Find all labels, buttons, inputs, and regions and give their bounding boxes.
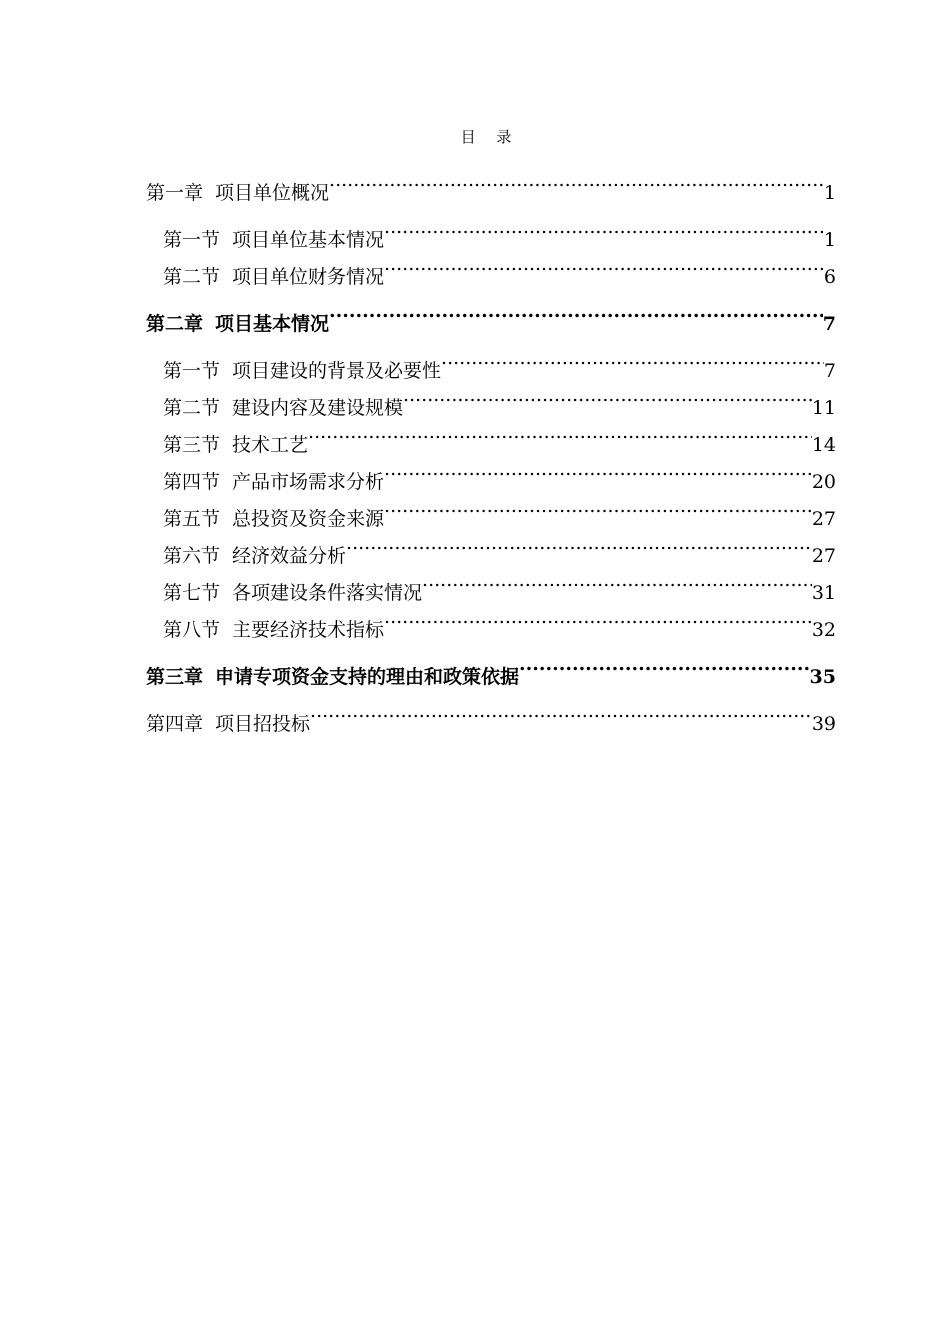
toc-entry-chapter-1[interactable] (146, 162, 836, 204)
toc-entry-page: 11 (811, 397, 836, 419)
toc-entry-label: 项目单位财务情况 (232, 266, 385, 288)
toc-dot-leader (441, 340, 824, 377)
toc-entry-number: 第二节 (163, 266, 221, 288)
toc-entry-page: 1 (823, 182, 836, 204)
toc-entry-chapter-3[interactable] (146, 646, 836, 688)
toc-entry-number: 第二节 (163, 397, 221, 419)
toc-entry-number: 第七节 (163, 582, 221, 604)
toc-entry-page: 7 (823, 360, 836, 382)
toc-entry-page: 39 (811, 713, 836, 735)
toc-dot-leader (403, 377, 812, 414)
toc-entry-chapter-2[interactable] (146, 293, 836, 335)
toc-entry-section-1-1[interactable] (146, 209, 836, 251)
toc-entry-label: 产品市场需求分析 (232, 471, 385, 493)
toc-dot-leader (422, 562, 812, 599)
toc-entry-page: 20 (811, 471, 836, 493)
toc-entry-number: 第六节 (163, 545, 221, 567)
toc-entry-number: 第一章 (146, 182, 204, 204)
toc-entry-label: 各项建设条件落实情况 (232, 582, 423, 604)
toc-entry-page: 7 (822, 313, 836, 335)
toc-entry-number: 第八节 (163, 619, 221, 641)
toc-dot-leader (346, 525, 812, 562)
toc-entry-page: 31 (811, 582, 836, 604)
toc-dot-leader (384, 451, 812, 488)
toc-entry-label: 技术工艺 (232, 434, 309, 456)
toc-dot-leader (519, 646, 810, 683)
toc-entry-page: 32 (811, 619, 836, 641)
toc-dot-leader (310, 693, 812, 730)
toc-entry-label: 经济效益分析 (232, 545, 347, 567)
toc-entry-number: 第三章 (146, 666, 204, 688)
table-of-contents (146, 162, 836, 735)
toc-entry-number: 第四章 (146, 713, 204, 735)
toc-dot-leader (384, 599, 812, 636)
toc-entry-page: 27 (811, 508, 836, 530)
toc-entry-number: 第三节 (163, 434, 221, 456)
toc-title: 目 录 (460, 128, 520, 146)
toc-entry-label: 项目单位基本情况 (232, 229, 385, 251)
toc-dot-leader (384, 488, 812, 525)
toc-dot-leader (329, 293, 823, 330)
toc-entry-number: 第一节 (163, 229, 221, 251)
toc-entry-number: 第一节 (163, 360, 221, 382)
toc-entry-page: 14 (811, 434, 836, 456)
toc-dot-leader (308, 414, 812, 451)
toc-entry-label: 项目基本情况 (215, 313, 330, 335)
toc-entry-page: 6 (823, 266, 836, 288)
toc-entry-label: 项目单位概况 (215, 182, 330, 204)
toc-entry-label: 项目建设的背景及必要性 (232, 360, 442, 382)
toc-entry-number: 第五节 (163, 508, 221, 530)
toc-entry-label: 建设内容及建设规模 (232, 397, 404, 419)
toc-entry-page: 27 (811, 545, 836, 567)
toc-dot-leader (384, 209, 824, 246)
toc-dot-leader (329, 162, 824, 199)
toc-entry-label: 主要经济技术指标 (232, 619, 385, 641)
toc-entry-section-2-1[interactable] (146, 340, 836, 382)
toc-entry-chapter-4[interactable] (146, 693, 836, 735)
toc-entry-page: 35 (809, 666, 836, 688)
toc-entry-label: 项目招投标 (215, 713, 311, 735)
toc-entry-number: 第四节 (163, 471, 221, 493)
toc-entry-label: 申请专项资金支持的理由和政策依据 (215, 666, 520, 688)
toc-entry-label: 总投资及资金来源 (232, 508, 385, 530)
toc-entry-page: 1 (823, 229, 836, 251)
toc-dot-leader (384, 246, 824, 283)
toc-entry-number: 第二章 (146, 313, 204, 335)
